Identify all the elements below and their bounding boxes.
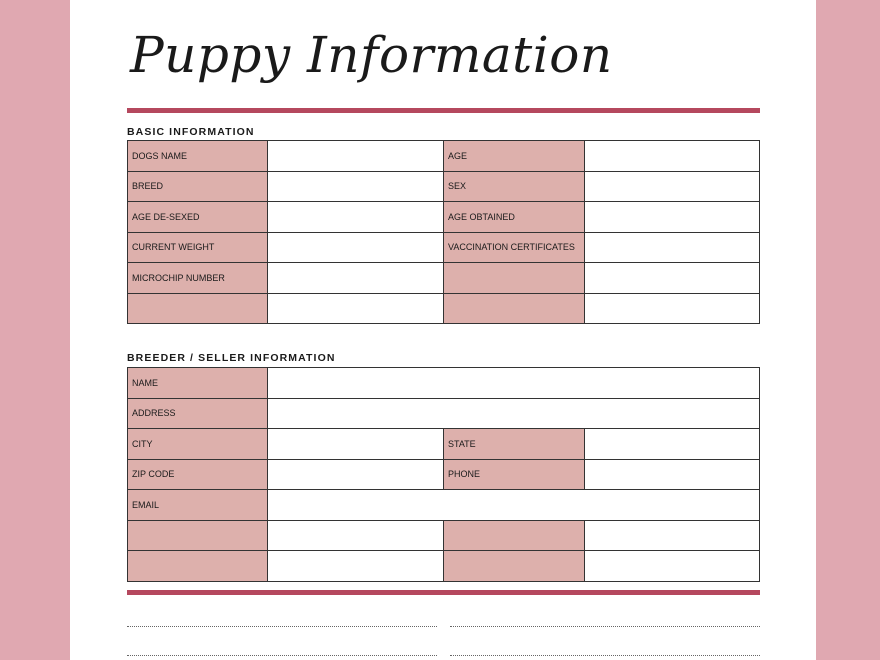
- state-field[interactable]: [585, 429, 760, 460]
- age-label: AGE: [444, 141, 585, 172]
- table-row: [128, 172, 760, 203]
- blank-label: [128, 521, 268, 552]
- blank-label: [444, 294, 585, 325]
- blank-label: [128, 551, 268, 582]
- sex-field[interactable]: [585, 172, 760, 203]
- address-field[interactable]: [268, 399, 760, 430]
- blank-label: [444, 263, 585, 294]
- bottom-divider: [127, 590, 760, 595]
- table-row: [128, 263, 760, 294]
- notes-line[interactable]: [127, 655, 437, 656]
- blank-label: [128, 294, 268, 325]
- blank-label: [444, 551, 585, 582]
- table-row: [128, 490, 760, 521]
- email-label: EMAIL: [128, 490, 268, 521]
- form-page: [70, 0, 816, 660]
- top-divider: [127, 108, 760, 113]
- breeder-info-heading: BREEDER / SELLER INFORMATION: [127, 352, 336, 364]
- table-row: [128, 521, 760, 552]
- blank-field[interactable]: [268, 294, 444, 325]
- breed-field[interactable]: [268, 172, 444, 203]
- blank-label: [444, 521, 585, 552]
- vaccination-certificates-field[interactable]: [585, 233, 760, 264]
- table-row: [128, 460, 760, 491]
- name-field[interactable]: [268, 368, 760, 399]
- blank-field[interactable]: [268, 551, 444, 582]
- blank-field[interactable]: [585, 521, 760, 552]
- microchip-number-field[interactable]: [268, 263, 444, 294]
- breeder-info-table: [127, 367, 760, 582]
- breed-label: BREED: [128, 172, 268, 203]
- table-row: [128, 551, 760, 582]
- dogs-name-field[interactable]: [268, 141, 444, 172]
- blank-field[interactable]: [268, 521, 444, 552]
- basic-info-table: [127, 140, 760, 324]
- blank-field[interactable]: [585, 294, 760, 325]
- vaccination-certificates-label: VACCINATION CERTIFICATES: [444, 233, 585, 264]
- city-field[interactable]: [268, 429, 444, 460]
- phone-field[interactable]: [585, 460, 760, 491]
- phone-label: PHONE: [444, 460, 585, 491]
- table-row: [128, 141, 760, 172]
- blank-field[interactable]: [585, 551, 760, 582]
- current-weight-label: CURRENT WEIGHT: [128, 233, 268, 264]
- dogs-name-label: DOGS NAME: [128, 141, 268, 172]
- age-obtained-field[interactable]: [585, 202, 760, 233]
- basic-info-heading: BASIC INFORMATION: [127, 126, 255, 138]
- notes-line[interactable]: [127, 626, 437, 627]
- current-weight-field[interactable]: [268, 233, 444, 264]
- age-field[interactable]: [585, 141, 760, 172]
- notes-line[interactable]: [450, 655, 760, 656]
- table-row: [128, 429, 760, 460]
- table-row: [128, 294, 760, 325]
- name-label: NAME: [128, 368, 268, 399]
- age-desexed-label: AGE DE-SEXED: [128, 202, 268, 233]
- notes-line[interactable]: [450, 626, 760, 627]
- table-row: [128, 233, 760, 264]
- table-row: [128, 368, 760, 399]
- page-title: Puppy Information: [130, 26, 613, 84]
- age-obtained-label: AGE OBTAINED: [444, 202, 585, 233]
- sex-label: SEX: [444, 172, 585, 203]
- zip-code-label: ZIP CODE: [128, 460, 268, 491]
- address-label: ADDRESS: [128, 399, 268, 430]
- age-desexed-field[interactable]: [268, 202, 444, 233]
- microchip-number-label: MICROCHIP NUMBER: [128, 263, 268, 294]
- table-row: [128, 202, 760, 233]
- zip-code-field[interactable]: [268, 460, 444, 491]
- blank-field[interactable]: [585, 263, 760, 294]
- email-field[interactable]: [268, 490, 760, 521]
- table-row: [128, 399, 760, 430]
- state-label: STATE: [444, 429, 585, 460]
- city-label: CITY: [128, 429, 268, 460]
